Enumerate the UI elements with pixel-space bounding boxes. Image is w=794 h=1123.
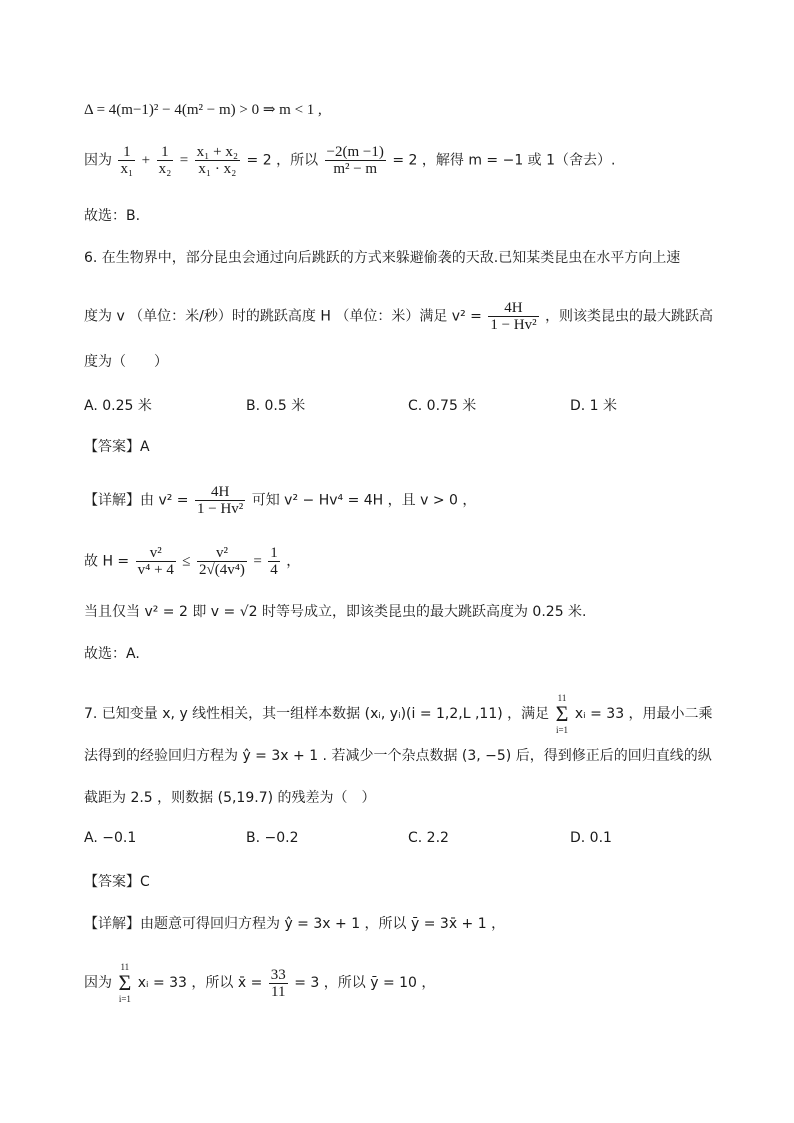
- summation-symbol-detail: 11 Σ i=1: [118, 962, 132, 1004]
- text-solution: = 2 ，解得 m = −1 或 1（舍去）.: [392, 152, 616, 169]
- text-therefore: = 2 ，所以: [246, 152, 319, 169]
- q7-stem-line3: 截距为 2.5 ，则数据 (5,19.7) 的残差为（ ）: [84, 790, 376, 806]
- fraction-v2-over-v4: $\frac{\text{v²}}{\text{v⁴ + 4}}$: [137, 545, 174, 578]
- q7-detail-line2: 因为 11 Σ i=1 xᵢ = 33 ，所以 x̄ = $\frac{33}{11}$ = 3 ，所以 ȳ = 10 ，: [84, 962, 436, 1004]
- q6-detail-line4: 故选：A.: [84, 646, 140, 662]
- q6-option-c: C. 0.75 米: [408, 398, 477, 414]
- fraction-v2-over-sqrt: $\frac{\text{v²}}{\text{2√(4v⁴)}}$: [198, 545, 245, 578]
- q7-option-c: C. 2.2: [408, 830, 449, 846]
- q6-detail-line2: 故 H = $\frac{\text{v²}}{\text{v⁴ + 4}}$ ≤ $\frac{\text{v²}}{\text{2√(4v⁴)}}$ = $\frac{1}{4}$ ，: [84, 545, 301, 578]
- q7-stem-line1: 7. 已知变量 x, y 线性相关，其一组样本数据 (xᵢ, yᵢ)(i = 1,2,L ,11) ，满足 11 Σ i=1 xᵢ = 33 ，用最小二乘: [84, 693, 713, 735]
- fraction-4h-detail: $\frac{4H}{\text{1 − Hv²}}$: [196, 484, 244, 517]
- q7-detail-line1: 【详解】由题意可得回归方程为 ŷ = 3x + 1 ，所以 ȳ = 3x̄ + 1 ，: [84, 916, 506, 932]
- q7-stem-line2: 法得到的经验回归方程为 ŷ = 3x + 1 . 若减少一个杂点数据 (3, −5) 后，得到修正后的回归直线的纵: [84, 748, 712, 764]
- q6-option-a: A. 0.25 米: [84, 398, 152, 414]
- q6-stem-line1: 6. 在生物界中，部分昆虫会通过向后跳跃的方式来躲避偷袭的天敌.已知某类昆虫在水平方向上速: [84, 250, 681, 266]
- text-because: 因为: [84, 152, 112, 169]
- fraction-m: $\frac{-2(m -1)}{\text{m² − m}}$: [326, 144, 384, 177]
- q6-stem-line3: 度为（ ）: [84, 354, 168, 370]
- fraction-1-over-x1: $\frac{1}{\text{x₁}}$: [120, 144, 134, 177]
- fraction-1-over-x2: $\frac{1}{\text{x₂}}$: [158, 144, 172, 177]
- q6-detail-line1: 【详解】由 v² = $\frac{4H}{\text{1 − Hv²}}$ 可知 v² − Hv⁴ = 4H ，且 v > 0 ，: [84, 484, 477, 517]
- q6-answer: 【答案】A: [84, 439, 150, 455]
- fraction-4h: $\frac{4H}{\text{1 − Hv²}}$: [490, 300, 537, 333]
- summation-symbol: 11 Σ i=1: [555, 693, 569, 735]
- q6-detail-line3: 当且仅当 v² = 2 即 v = √2 时等号成立，即该类昆虫的最大跳跃高度为 0.25 米.: [84, 604, 587, 620]
- fraction-one-quarter: $\frac{1}{4}$: [270, 545, 278, 578]
- q7-option-a: A. −0.1: [84, 830, 137, 846]
- fraction-sum-over-product: $\frac{\text{x₁ + x₂}}{\text{x₁ · x₂}}$: [196, 144, 239, 177]
- equals-sign: =: [179, 152, 189, 169]
- q6-stem-line2: 度为 v （单位：米/秒）时的跳跃高度 H （单位：米）满足 v² = $\frac{4H}{\text{1 − Hv²}}$ ，则该类昆虫的最大跳跃高: [84, 300, 714, 333]
- q7-option-d: D. 0.1: [570, 830, 612, 846]
- answer-select-b: 故选：B.: [84, 208, 141, 224]
- vieta-line: [84, 144, 615, 177]
- q7-option-b: B. −0.2: [246, 830, 299, 846]
- q7-answer: 【答案】C: [84, 874, 150, 890]
- fraction-33-over-11: $\frac{33}{11}$: [270, 966, 286, 1000]
- plus-sign: +: [141, 152, 151, 169]
- discriminant-line: Δ = 4(m−1)² − 4(m² − m) > 0 ⇒ m < 1 ,: [84, 102, 322, 118]
- q6-option-b: B. 0.5 米: [246, 398, 306, 414]
- q6-option-d: D. 1 米: [570, 398, 618, 414]
